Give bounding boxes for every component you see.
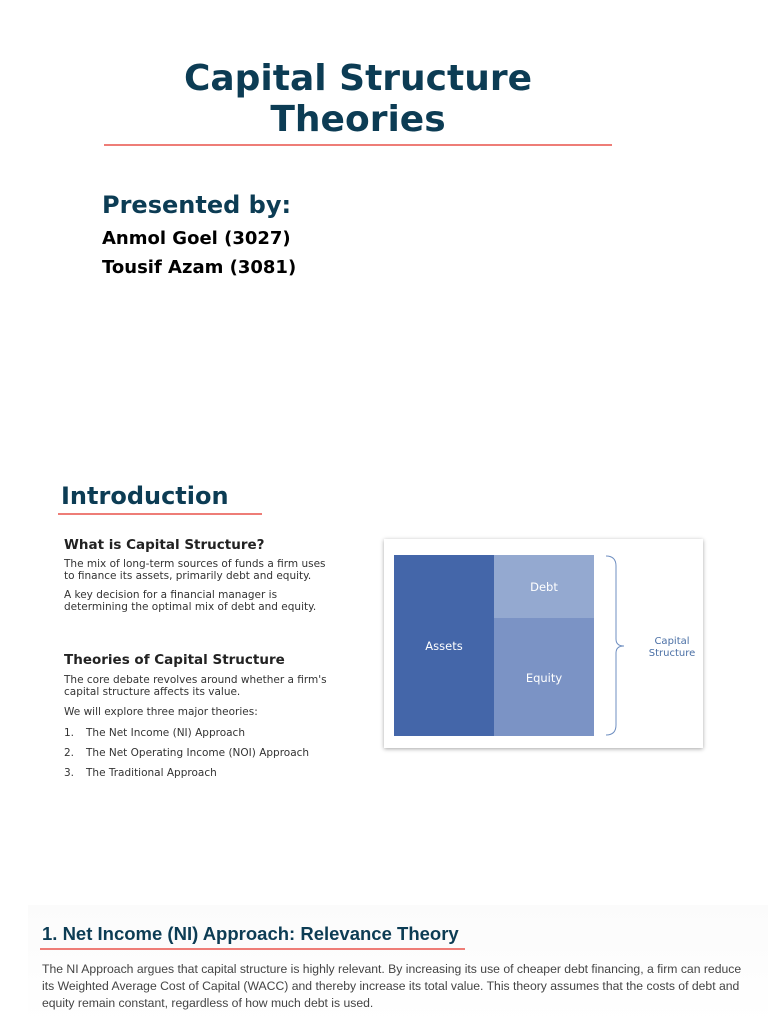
introduction-divider — [58, 513, 262, 515]
equity-label: Equity — [525, 671, 563, 685]
diagram-svg — [384, 539, 703, 748]
capital-label: Capital — [654, 636, 690, 647]
title-line-2: Theories — [270, 99, 446, 140]
theories-heading: Theories of Capital Structure — [64, 652, 285, 668]
theories-list — [64, 726, 309, 786]
ni-approach-heading: 1. Net Income (NI) Approach: Relevance Theory — [42, 923, 459, 944]
what-is-heading: What is Capital Structure? — [64, 537, 265, 553]
list-item-number: 2. — [64, 747, 75, 759]
list-item-text: The Traditional Approach — [86, 767, 217, 779]
title-divider — [104, 144, 612, 146]
title-line-1: Capital Structure — [183, 58, 533, 99]
author-1: Anmol Goel (3027) — [102, 228, 291, 249]
what-is-paragraph-2: A key decision for a financial manager is determining the optimal mix of debt and equity. — [64, 589, 317, 613]
ni-approach-divider — [40, 948, 465, 950]
capital-structure-diagram — [384, 539, 703, 748]
structure-label: Structure — [648, 648, 696, 659]
introduction-heading: Introduction — [61, 482, 229, 510]
what-is-paragraph-1: The mix of long-term sources of funds a firm uses to finance its assets, primarily debt and equity. — [64, 558, 326, 582]
theories-paragraph-2: We will explore three major theories: — [64, 706, 258, 718]
bracket-icon — [606, 556, 624, 735]
page-title — [104, 58, 612, 140]
theories-paragraph-1: The core debate revolves around whether a firm's capital structure affects its value. — [64, 674, 327, 698]
assets-label: Assets — [425, 639, 463, 653]
debt-label: Debt — [530, 580, 558, 594]
list-item-number: 3. — [64, 767, 75, 779]
author-2: Tousif Azam (3081) — [102, 257, 297, 278]
list-item — [64, 766, 309, 786]
list-item-text: The Net Income (NI) Approach — [86, 727, 245, 739]
ni-approach-paragraph: The NI Approach argues that capital structure is highly relevant. By increasing its use of cheaper debt financing, a firm can reduce its Weighted Average Cost of Capital (WACC) and thereby increase its total value. This theory assumes that the costs of debt and equity remain constant, regardless of how much debt is used. — [42, 962, 742, 1010]
presented-by-heading: Presented by: — [102, 191, 292, 219]
list-item — [64, 726, 309, 746]
list-item-text: The Net Operating Income (NOI) Approach — [86, 747, 310, 759]
list-item-number: 1. — [64, 727, 75, 739]
list-item — [64, 746, 309, 766]
